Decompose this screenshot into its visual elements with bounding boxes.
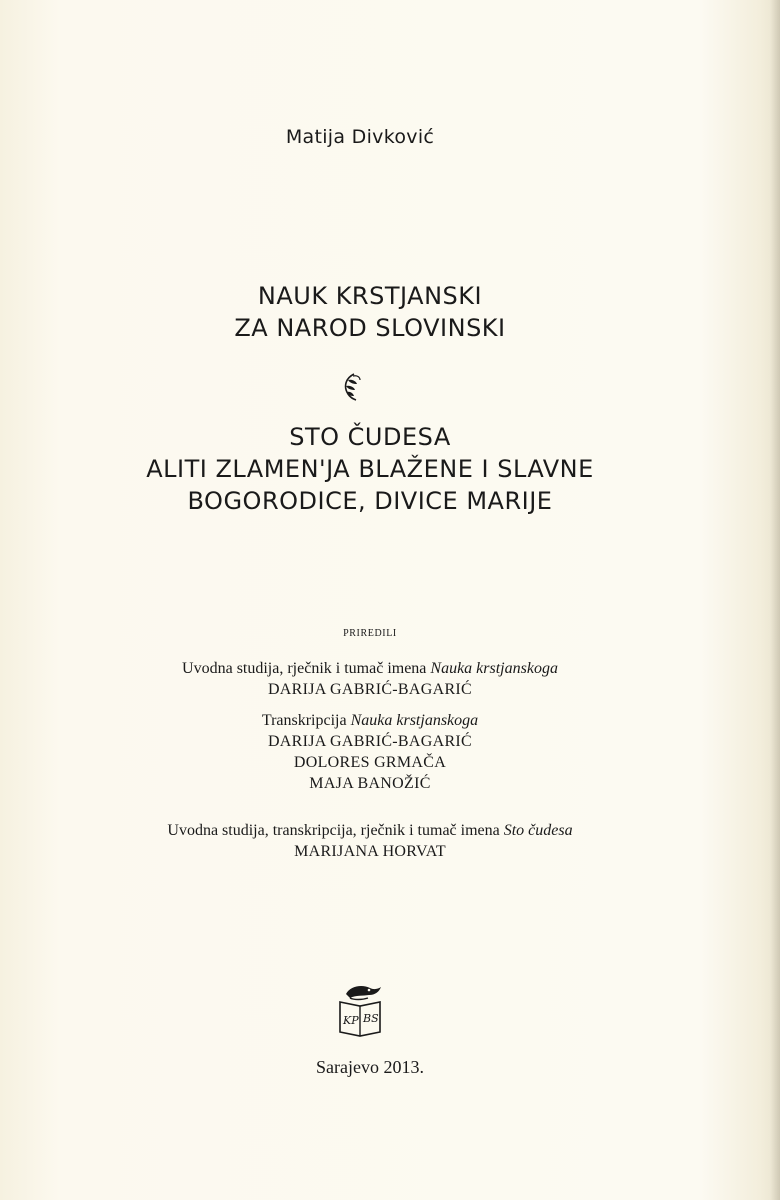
title-sto-cudesa: [0, 421, 740, 517]
credit-block-1: [0, 658, 740, 700]
credit-role-work: Sto čudesa: [503, 822, 573, 839]
title1-line2: ZA NAROD SLOVINSKI: [234, 314, 506, 342]
credit-name: DARIJA GABRIĆ-BAGARIĆ: [267, 681, 473, 698]
credit-role: [0, 658, 740, 679]
credit-block-2: [0, 710, 740, 794]
credit-name: MAJA BANOŽIĆ: [309, 775, 431, 792]
credit-role: [0, 820, 740, 841]
place-and-year: Sarajevo 2013.: [316, 1057, 424, 1077]
title2-line3: BOGORODICE, DIVICE MARIJE: [187, 487, 553, 515]
priredili-label: PRIREDILI: [343, 628, 397, 639]
title1-line1: NAUK KRSTJANSKI: [257, 282, 483, 310]
svg-text:BS: BS: [363, 1012, 379, 1025]
credit-name: DARIJA GABRIĆ-BAGARIĆ: [267, 733, 473, 750]
svg-text:KP: KP: [343, 1014, 359, 1027]
credit-name: DOLORES GRMAČA: [293, 754, 447, 771]
leaf-ornament-icon: [338, 372, 366, 402]
kpbs-publisher-logo-icon: [336, 980, 384, 1038]
title2-line1: STO ČUDESA: [289, 423, 451, 451]
credit-name: MARIJANA HORVAT: [294, 843, 446, 860]
page-edge-shadow: [770, 0, 780, 1200]
title2-line2: ALITI ZLAMEN'JA BLAŽENE I SLAVNE: [146, 455, 594, 483]
credit-role-work: Nauka krstjanskoga: [350, 712, 479, 729]
credit-role-work: Nauka krstjanskoga: [430, 660, 558, 677]
author-name: Matija Divković: [285, 126, 435, 148]
credit-role-text: Uvodna studija, transkripcija, rječnik i tumač imena: [167, 822, 504, 839]
credit-role: [0, 710, 740, 731]
credit-role-text: Uvodna studija, rječnik i tumač imena: [182, 660, 431, 677]
credit-block-3: [0, 820, 740, 862]
credit-role-text: Transkripcija: [261, 712, 351, 729]
title-nauk-krstjanski: [0, 280, 740, 344]
